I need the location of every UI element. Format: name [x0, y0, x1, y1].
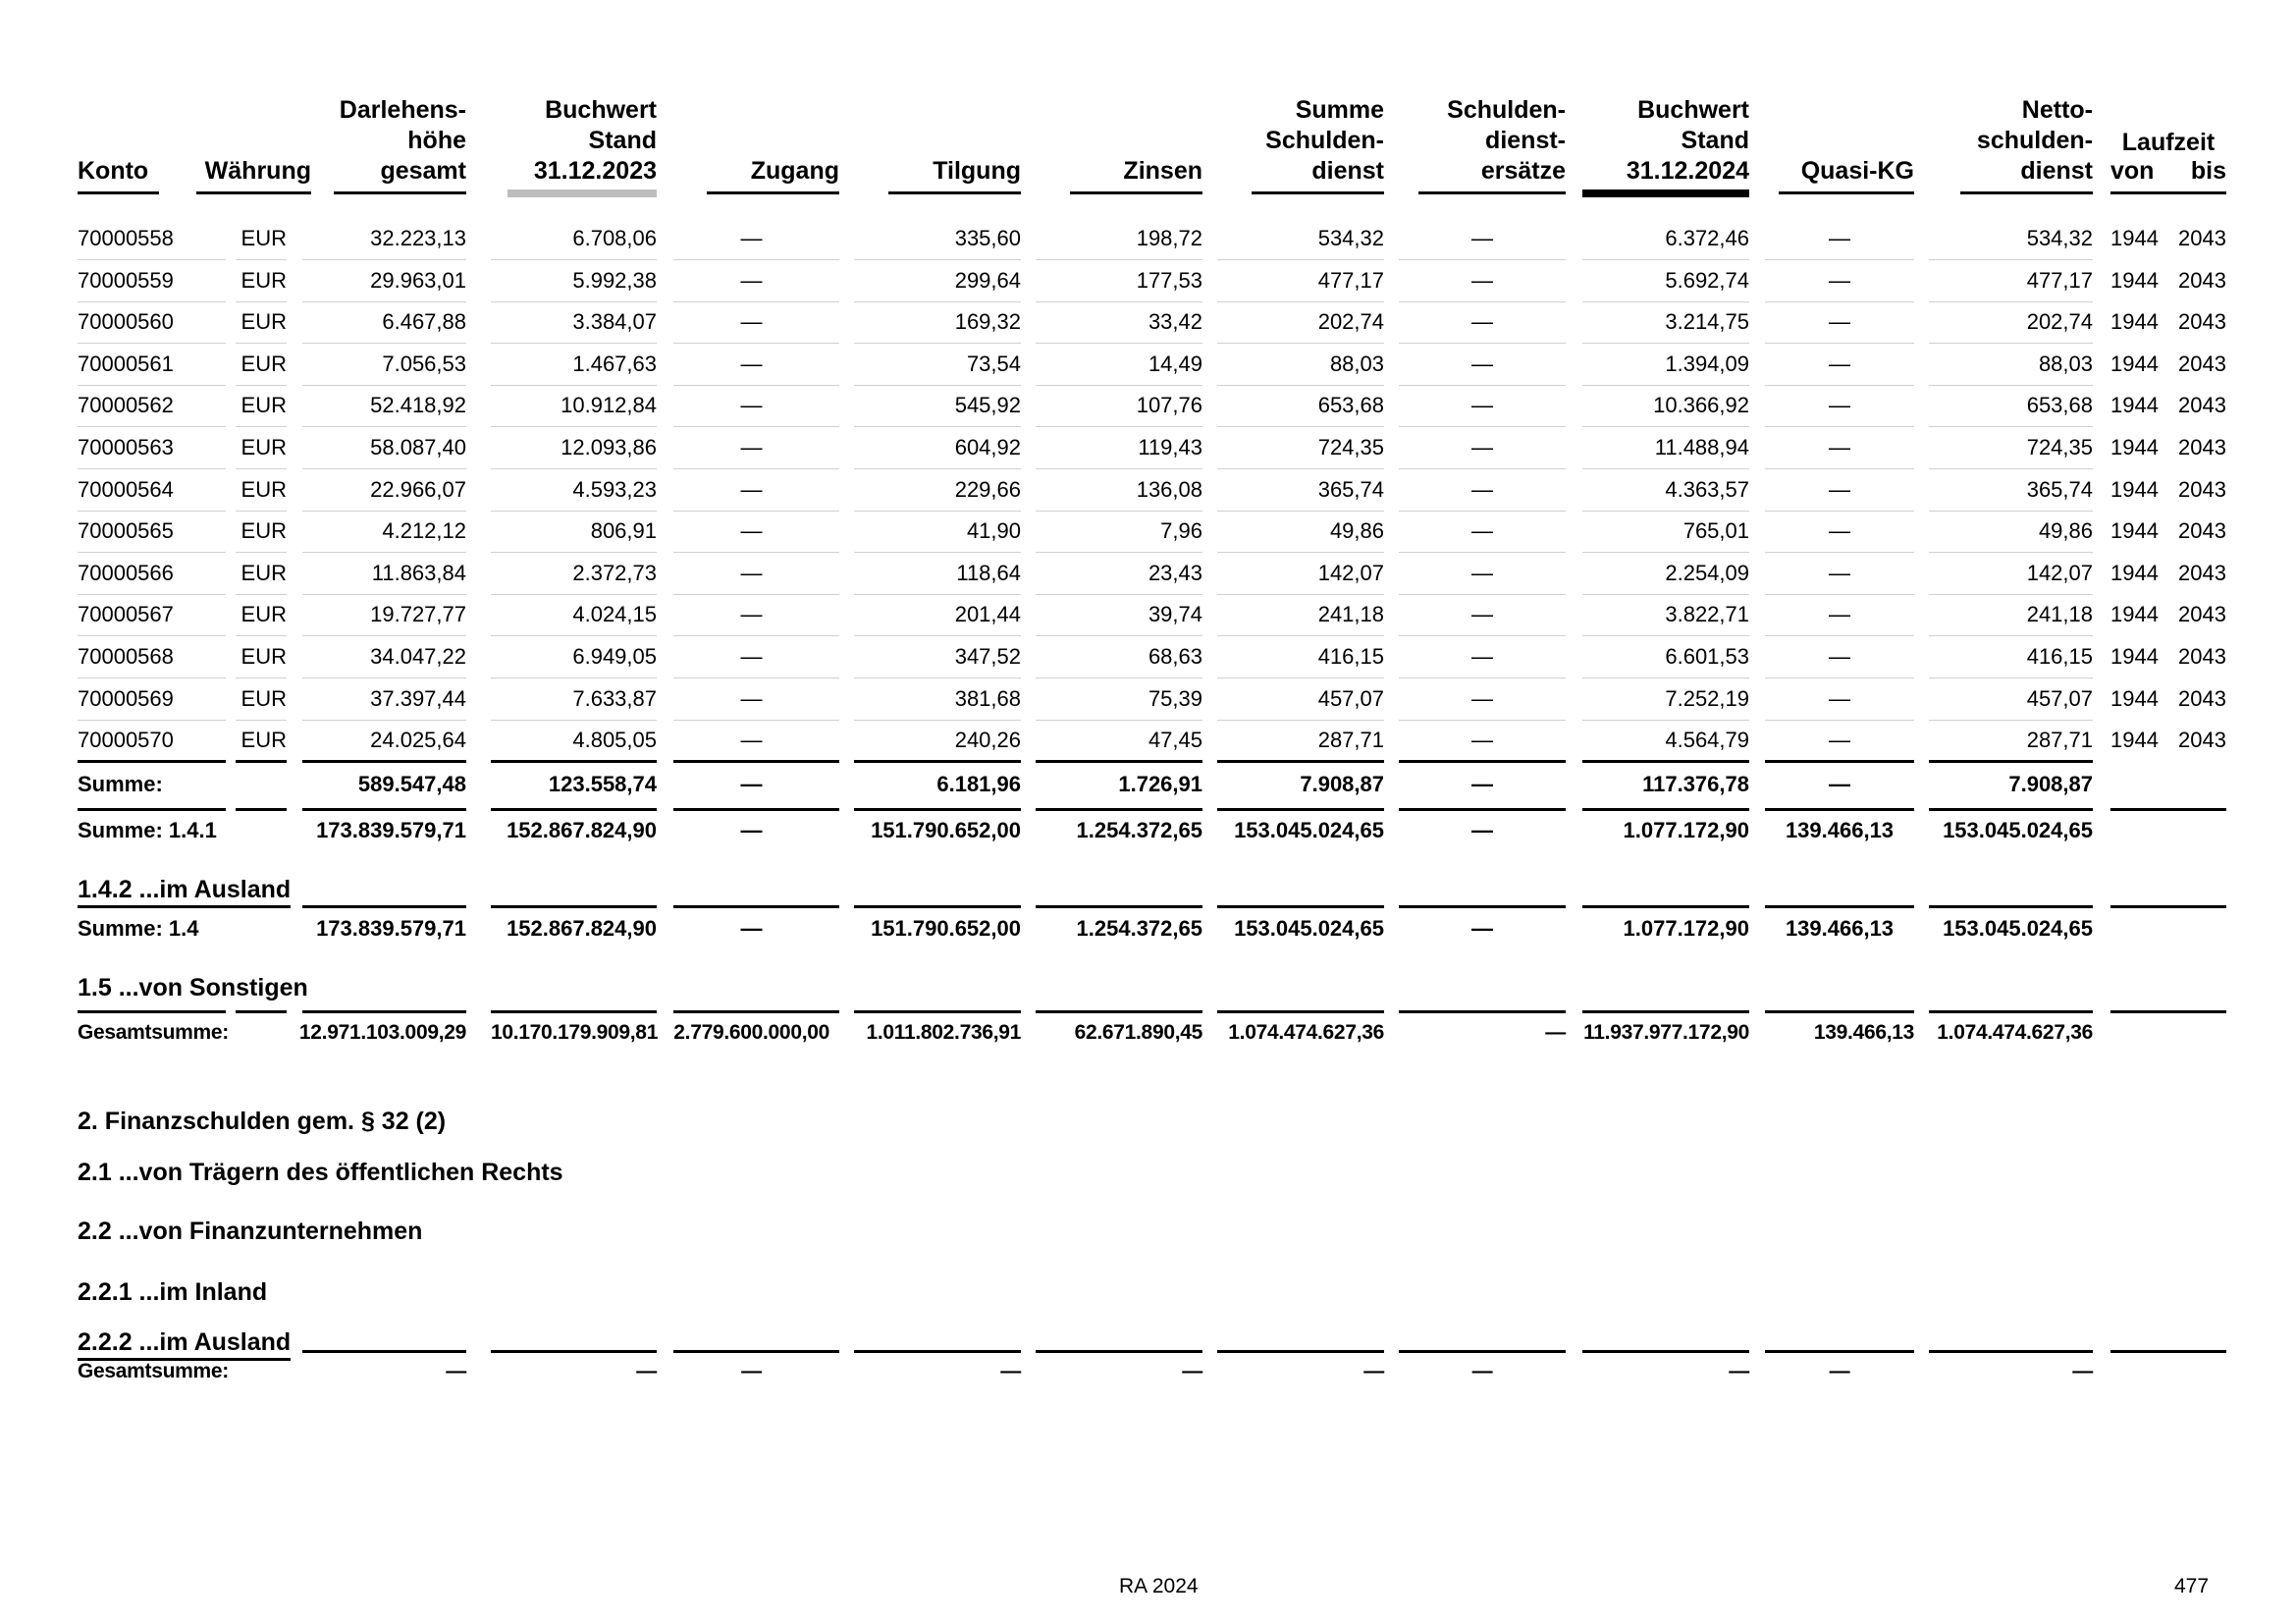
cell-zugang: —	[740, 393, 763, 417]
cell-ersaetze: —	[1471, 644, 1493, 669]
table-row	[0, 260, 2296, 301]
cell-zinsen: —	[1182, 1360, 1202, 1382]
cell-ersaetze: —	[1471, 477, 1493, 502]
summary-row-summe-141	[0, 810, 2296, 851]
cell-darlehen: 19.727,77	[370, 602, 466, 626]
cell-waehrung: EUR	[240, 393, 287, 417]
cell-buchwert-2024: 765,01	[1682, 518, 1749, 543]
summary-row-gesamt2	[0, 1351, 2296, 1392]
cell-tilgung: 347,52	[954, 644, 1021, 669]
cell-zinsen: 68,63	[1148, 644, 1202, 669]
section-2-2-1: 2.2.1 ...im Inland	[78, 1278, 268, 1306]
cell-konto: 70000569	[78, 686, 174, 711]
cell-tilgung: 1.011.802.736,91	[866, 1021, 1021, 1044]
cell-laufzeit-bis: 2043	[2178, 728, 2226, 752]
cell-konto: 70000566	[78, 561, 174, 585]
cell-nettoschuldendienst: 534,32	[2026, 226, 2093, 250]
cell-zugang: —	[740, 435, 763, 460]
cell-tilgung: 229,66	[954, 477, 1021, 502]
summary-label: Summe: 1.4	[78, 916, 199, 941]
cell-konto: 70000568	[78, 644, 174, 669]
cell-zugang: —	[740, 226, 763, 250]
cell-zugang: —	[740, 686, 763, 711]
cell-ersaetze: —	[1545, 1021, 1566, 1044]
cell-laufzeit-von: 1944	[2110, 309, 2159, 334]
cell-laufzeit-bis: 2043	[2178, 477, 2226, 502]
header-tilgung: Tilgung	[888, 98, 1021, 194]
cell-nettoschuldendienst: 153.045.024,65	[1943, 916, 2093, 941]
cell-zugang: —	[740, 644, 763, 669]
cell-konto: 70000567	[78, 602, 174, 626]
cell-buchwert-2024: —	[1729, 1360, 1749, 1382]
rule	[491, 760, 657, 763]
cell-waehrung: EUR	[240, 561, 287, 585]
cell-zinsen: 62.671.890,45	[1074, 1021, 1202, 1044]
cell-konto: 70000565	[78, 518, 174, 543]
cell-nettoschuldendienst: 457,07	[2026, 686, 2093, 711]
cell-waehrung: EUR	[240, 686, 287, 711]
cell-laufzeit-von: 1944	[2110, 561, 2159, 585]
cell-ersaetze: —	[1471, 602, 1493, 626]
cell-darlehen: 24.025,64	[370, 728, 466, 752]
cell-waehrung: EUR	[240, 268, 287, 293]
cell-darlehen: 34.047,22	[370, 644, 466, 669]
cell-tilgung: 545,92	[954, 393, 1021, 417]
cell-buchwert-2024: 4.363,57	[1665, 477, 1749, 502]
summary-label: Summe: 1.4.1	[78, 818, 217, 842]
cell-laufzeit-bis: 2043	[2178, 644, 2226, 669]
cell-darlehen: 58.087,40	[370, 435, 466, 460]
cell-tilgung: 41,90	[966, 518, 1021, 543]
cell-nettoschuldendienst: 416,15	[2026, 644, 2093, 669]
cell-nettoschuldendienst: 88,03	[2038, 352, 2093, 376]
cell-waehrung: EUR	[240, 602, 287, 626]
cell-buchwert-2024: 1.077.172,90	[1623, 818, 1749, 842]
cell-waehrung: EUR	[240, 352, 287, 376]
cell-tilgung: 240,26	[954, 728, 1021, 752]
cell-buchwert-2023: 806,91	[590, 518, 657, 543]
cell-buchwert-2023: 10.912,84	[561, 393, 657, 417]
table-row	[0, 678, 2296, 720]
table-row	[0, 720, 2296, 761]
rule	[673, 760, 839, 763]
cell-konto: 70000563	[78, 435, 174, 460]
cell-laufzeit-bis: 2043	[2178, 352, 2226, 376]
cell-buchwert-2024: 11.488,94	[1654, 435, 1749, 460]
header-buchwert-2024: Buchwert Stand 31.12.2024	[1582, 98, 1749, 194]
cell-quasi-kg: —	[1829, 644, 1850, 669]
cell-summe-schuldendienst: 477,17	[1317, 268, 1384, 293]
cell-laufzeit-von: 1944	[2110, 352, 2159, 376]
cell-buchwert-2024: 117.376,78	[1642, 772, 1749, 796]
cell-ersaetze: —	[1471, 1360, 1493, 1382]
cell-buchwert-2023: 6.949,05	[572, 644, 657, 669]
cell-buchwert-2023: 7.633,87	[572, 686, 657, 711]
cell-buchwert-2024: 1.077.172,90	[1623, 916, 1749, 941]
cell-summe-schuldendienst: 1.074.474.627,36	[1228, 1021, 1384, 1044]
cell-zugang: —	[740, 728, 763, 752]
cell-buchwert-2024: 6.601,53	[1665, 644, 1749, 669]
cell-buchwert-2023: 5.992,38	[572, 268, 657, 293]
cell-laufzeit-von: 1944	[2110, 268, 2159, 293]
cell-summe-schuldendienst: 49,86	[1329, 518, 1384, 543]
cell-zugang: —	[740, 268, 763, 293]
cell-zinsen: 14,49	[1148, 352, 1202, 376]
cell-darlehen: 29.963,01	[370, 268, 466, 293]
table-row	[0, 385, 2296, 426]
cell-zinsen: 198,72	[1136, 226, 1202, 250]
cell-nettoschuldendienst: 241,18	[2026, 602, 2093, 626]
cell-zinsen: 1.726,91	[1118, 772, 1202, 796]
cell-buchwert-2023: 10.170.179.909,81	[491, 1021, 659, 1044]
cell-buchwert-2024: 3.214,75	[1665, 309, 1749, 334]
cell-ersaetze: —	[1471, 772, 1493, 796]
section-1-4-2: 1.4.2 ...im Ausland	[78, 876, 291, 904]
summary-label: Summe:	[78, 772, 163, 796]
cell-konto: 70000561	[78, 352, 174, 376]
cell-buchwert-2023: 3.384,07	[572, 309, 657, 334]
cell-quasi-kg: 139.466,13	[1785, 818, 1895, 842]
header-schuldendienstersaetze: Schulden- dienst- ersätze	[1418, 98, 1566, 194]
cell-laufzeit-bis: 2043	[2178, 268, 2226, 293]
cell-ersaetze: —	[1471, 393, 1493, 417]
cell-summe-schuldendienst: 416,15	[1317, 644, 1384, 669]
page-number: 477	[2174, 1575, 2210, 1597]
cell-buchwert-2023: 152.867.824,90	[507, 916, 657, 941]
cell-zinsen: 47,45	[1148, 728, 1202, 752]
cell-quasi-kg: —	[1829, 477, 1850, 502]
cell-zugang: —	[740, 309, 763, 334]
summary-label: Gesamtsumme:	[78, 1021, 229, 1044]
table-row	[0, 301, 2296, 343]
header-quasi-kg: Quasi-KG	[1779, 98, 1914, 194]
cell-summe-schuldendienst: 153.045.024,65	[1234, 916, 1384, 941]
cell-quasi-kg: —	[1829, 518, 1850, 543]
cell-buchwert-2024: 3.822,71	[1665, 602, 1749, 626]
cell-ersaetze: —	[1471, 561, 1493, 585]
cell-nettoschuldendienst: —	[2072, 1360, 2093, 1382]
table-row	[0, 469, 2296, 511]
header-waehrung: Währung	[196, 98, 311, 194]
cell-zugang: —	[740, 477, 763, 502]
cell-summe-schuldendienst: 142,07	[1317, 561, 1384, 585]
cell-buchwert-2024: 4.564,79	[1665, 728, 1749, 752]
cell-quasi-kg: —	[1829, 268, 1850, 293]
cell-tilgung: 381,68	[954, 686, 1021, 711]
cell-tilgung: —	[1000, 1360, 1021, 1382]
cell-nettoschuldendienst: 49,86	[2038, 518, 2093, 543]
cell-darlehen: 11.863,84	[371, 561, 466, 585]
table-row	[0, 553, 2296, 594]
cell-zugang: —	[741, 1360, 762, 1382]
cell-nettoschuldendienst: 7.908,87	[2008, 772, 2093, 796]
cell-nettoschuldendienst: 724,35	[2026, 435, 2093, 460]
cell-laufzeit-von: 1944	[2110, 393, 2159, 417]
summary-row-gesamt1	[0, 1012, 2296, 1054]
cell-buchwert-2023: 152.867.824,90	[507, 818, 657, 842]
header-von: von	[2110, 157, 2155, 185]
header-zugang: Zugang	[707, 98, 839, 194]
cell-ersaetze: —	[1471, 728, 1493, 752]
cell-ersaetze: —	[1471, 686, 1493, 711]
cell-tilgung: 151.790.652,00	[871, 818, 1021, 842]
header-laufzeit: Laufzeit von bis	[2110, 98, 2226, 194]
cell-zinsen: 1.254.372,65	[1076, 818, 1202, 842]
cell-quasi-kg: —	[1829, 1360, 1850, 1382]
cell-ersaetze: —	[1471, 268, 1493, 293]
cell-summe-schuldendienst: 7.908,87	[1300, 772, 1384, 796]
cell-laufzeit-bis: 2043	[2178, 518, 2226, 543]
cell-laufzeit-von: 1944	[2110, 686, 2159, 711]
cell-quasi-kg: —	[1829, 309, 1850, 334]
cell-laufzeit-bis: 2043	[2178, 602, 2226, 626]
cell-konto: 70000559	[78, 268, 174, 293]
cell-darlehen: 173.839.579,71	[316, 916, 466, 941]
table-row	[0, 594, 2296, 635]
header-darlehen: Darlehens- höhe gesamt	[334, 98, 466, 194]
cell-buchwert-2023: 6.708,06	[572, 226, 657, 250]
cell-ersaetze: —	[1471, 518, 1493, 543]
cell-konto: 70000560	[78, 309, 174, 334]
cell-buchwert-2023: 2.372,73	[572, 561, 657, 585]
cell-summe-schuldendienst: 202,74	[1317, 309, 1384, 334]
cell-darlehen: 173.839.579,71	[316, 818, 466, 842]
cell-summe-schuldendienst: 365,74	[1317, 477, 1384, 502]
rule	[1582, 760, 1749, 763]
cell-zinsen: 33,42	[1148, 309, 1202, 334]
cell-laufzeit-von: 1944	[2110, 477, 2159, 502]
cell-tilgung: 73,54	[966, 352, 1021, 376]
cell-tilgung: 604,92	[954, 435, 1021, 460]
cell-konto: 70000564	[78, 477, 174, 502]
cell-laufzeit-von: 1944	[2110, 518, 2159, 543]
cell-tilgung: 335,60	[954, 226, 1021, 250]
table-row	[0, 344, 2296, 385]
header-konto: Konto	[78, 98, 159, 194]
cell-buchwert-2023: 123.558,74	[548, 772, 657, 796]
cell-zinsen: 75,39	[1148, 686, 1202, 711]
cell-laufzeit-bis: 2043	[2178, 561, 2226, 585]
cell-darlehen: 12.971.103.009,29	[298, 1021, 466, 1044]
cell-ersaetze: —	[1471, 818, 1493, 842]
cell-zinsen: 1.254.372,65	[1076, 916, 1202, 941]
cell-zinsen: 23,43	[1148, 561, 1202, 585]
cell-quasi-kg: —	[1829, 226, 1850, 250]
header-buchwert-2023: Buchwert Stand 31.12.2023	[507, 98, 657, 194]
header-bis: bis	[2190, 157, 2226, 185]
cell-nettoschuldendienst: 142,07	[2026, 561, 2093, 585]
cell-zinsen: 39,74	[1148, 602, 1202, 626]
cell-waehrung: EUR	[240, 477, 287, 502]
cell-darlehen: 4.212,12	[382, 518, 466, 543]
cell-summe-schuldendienst: 457,07	[1317, 686, 1384, 711]
cell-laufzeit-von: 1944	[2110, 728, 2159, 752]
section-1-5: 1.5 ...von Sonstigen	[78, 974, 308, 1001]
cell-nettoschuldendienst: 1.074.474.627,36	[1937, 1021, 2093, 1044]
cell-buchwert-2023: —	[636, 1360, 657, 1382]
cell-zugang: —	[740, 518, 763, 543]
cell-waehrung: EUR	[240, 226, 287, 250]
rule	[302, 760, 466, 763]
cell-quasi-kg: —	[1829, 728, 1850, 752]
header-nettoschuldendienst: Netto- schulden- dienst	[1960, 98, 2093, 194]
rule	[854, 760, 1021, 763]
cell-nettoschuldendienst: 477,17	[2026, 268, 2093, 293]
cell-tilgung: 299,64	[954, 268, 1021, 293]
rule	[78, 760, 226, 763]
cell-ersaetze: —	[1471, 916, 1493, 941]
cell-laufzeit-bis: 2043	[2178, 686, 2226, 711]
cell-quasi-kg: —	[1829, 561, 1850, 585]
cell-laufzeit-von: 1944	[2110, 644, 2159, 669]
cell-buchwert-2024: 5.692,74	[1665, 268, 1749, 293]
rule	[1765, 760, 1914, 763]
cell-zugang: —	[740, 772, 763, 796]
summary-row-summe-14	[0, 908, 2296, 949]
summary-label: Gesamtsumme:	[78, 1360, 229, 1382]
rule	[1217, 760, 1384, 763]
cell-zugang: —	[740, 352, 763, 376]
cell-nettoschuldendienst: 202,74	[2026, 309, 2093, 334]
cell-buchwert-2024: 10.366,92	[1653, 393, 1749, 417]
cell-darlehen: 589.547,48	[357, 772, 466, 796]
cell-nettoschuldendienst: 365,74	[2026, 477, 2093, 502]
table-row	[0, 511, 2296, 552]
section-2-1: 2.1 ...von Trägern des öffentlichen Rechts	[78, 1159, 563, 1186]
cell-waehrung: EUR	[240, 728, 287, 752]
rule	[1929, 760, 2093, 763]
cell-ersaetze: —	[1471, 352, 1493, 376]
cell-buchwert-2023: 4.805,05	[572, 728, 657, 752]
cell-laufzeit-bis: 2043	[2178, 226, 2226, 250]
cell-nettoschuldendienst: 153.045.024,65	[1943, 818, 2093, 842]
cell-buchwert-2024: 1.394,09	[1665, 352, 1749, 376]
cell-zugang: —	[740, 818, 763, 842]
section-2-2: 2.2 ...von Finanzunternehmen	[78, 1217, 423, 1245]
cell-laufzeit-von: 1944	[2110, 435, 2159, 460]
header-zinsen: Zinsen	[1070, 98, 1202, 194]
cell-laufzeit-von: 1944	[2110, 226, 2159, 250]
cell-zinsen: 136,08	[1136, 477, 1202, 502]
cell-zinsen: 177,53	[1136, 268, 1202, 293]
cell-tilgung: 6.181,96	[936, 772, 1021, 796]
cell-zugang: —	[740, 561, 763, 585]
footer-report-name: RA 2024	[1119, 1575, 1199, 1597]
summary-row-summe	[0, 764, 2296, 805]
cell-buchwert-2024: 11.937.977.172,90	[1583, 1021, 1749, 1044]
cell-summe-schuldendienst: 653,68	[1317, 393, 1384, 417]
table-row	[0, 427, 2296, 468]
rule	[236, 760, 287, 763]
cell-laufzeit-von: 1944	[2110, 602, 2159, 626]
cell-quasi-kg: —	[1829, 686, 1850, 711]
table-row	[0, 636, 2296, 677]
cell-buchwert-2023: 4.024,15	[572, 602, 657, 626]
cell-summe-schuldendienst: 724,35	[1317, 435, 1384, 460]
cell-quasi-kg: —	[1829, 352, 1850, 376]
cell-darlehen: 32.223,13	[370, 226, 466, 250]
cell-buchwert-2023: 12.093,86	[561, 435, 657, 460]
cell-waehrung: EUR	[240, 644, 287, 669]
cell-zugang: 2.779.600.000,00	[673, 1021, 829, 1044]
cell-tilgung: 201,44	[954, 602, 1021, 626]
cell-waehrung: EUR	[240, 435, 287, 460]
cell-konto: 70000570	[78, 728, 174, 752]
cell-waehrung: EUR	[240, 518, 287, 543]
cell-laufzeit-bis: 2043	[2178, 393, 2226, 417]
cell-tilgung: 118,64	[956, 561, 1021, 585]
section-2: 2. Finanzschulden gem. § 32 (2)	[78, 1108, 447, 1135]
cell-quasi-kg: —	[1829, 435, 1850, 460]
cell-zugang: —	[740, 602, 763, 626]
cell-quasi-kg: 139.466,13	[1813, 1021, 1914, 1044]
cell-nettoschuldendienst: 653,68	[2026, 393, 2093, 417]
cell-buchwert-2024: 2.254,09	[1665, 561, 1749, 585]
cell-konto: 70000558	[78, 226, 174, 250]
cell-quasi-kg: —	[1829, 393, 1850, 417]
cell-zinsen: 119,43	[1138, 435, 1202, 460]
cell-ersaetze: —	[1471, 226, 1493, 250]
cell-laufzeit-bis: 2043	[2178, 309, 2226, 334]
cell-konto: 70000562	[78, 393, 174, 417]
cell-darlehen: —	[446, 1360, 466, 1382]
cell-waehrung: EUR	[240, 309, 287, 334]
cell-laufzeit-bis: 2043	[2178, 435, 2226, 460]
cell-ersaetze: —	[1471, 435, 1493, 460]
cell-darlehen: 7.056,53	[382, 352, 466, 376]
cell-darlehen: 22.966,07	[370, 477, 466, 502]
cell-darlehen: 52.418,92	[370, 393, 466, 417]
cell-summe-schuldendienst: 241,18	[1317, 602, 1384, 626]
section-2-2-2: 2.2.2 ...im Ausland	[78, 1328, 291, 1357]
cell-summe-schuldendienst: 287,71	[1317, 728, 1384, 752]
cell-summe-schuldendienst: —	[1363, 1360, 1384, 1382]
cell-nettoschuldendienst: 287,71	[2026, 728, 2093, 752]
table-row	[0, 218, 2296, 259]
cell-summe-schuldendienst: 534,32	[1317, 226, 1384, 250]
cell-darlehen: 37.397,44	[370, 686, 466, 711]
cell-zinsen: 7,96	[1160, 518, 1202, 543]
cell-zugang: —	[740, 916, 763, 941]
cell-summe-schuldendienst: 88,03	[1329, 352, 1384, 376]
cell-buchwert-2023: 1.467,63	[572, 352, 657, 376]
cell-buchwert-2023: 4.593,23	[572, 477, 657, 502]
cell-quasi-kg: —	[1829, 772, 1850, 796]
cell-buchwert-2024: 7.252,19	[1665, 686, 1749, 711]
rule	[1399, 760, 1566, 763]
cell-buchwert-2024: 6.372,46	[1665, 226, 1749, 250]
header-summe-schuldendienst: Summe Schulden- dienst	[1252, 98, 1384, 194]
cell-tilgung: 169,32	[954, 309, 1021, 334]
cell-zinsen: 107,76	[1136, 393, 1202, 417]
rule	[1036, 760, 1202, 763]
cell-tilgung: 151.790.652,00	[871, 916, 1021, 941]
cell-darlehen: 6.467,88	[382, 309, 466, 334]
cell-quasi-kg: —	[1829, 602, 1850, 626]
cell-summe-schuldendienst: 153.045.024,65	[1234, 818, 1384, 842]
cell-quasi-kg: 139.466,13	[1785, 916, 1895, 941]
cell-ersaetze: —	[1471, 309, 1493, 334]
